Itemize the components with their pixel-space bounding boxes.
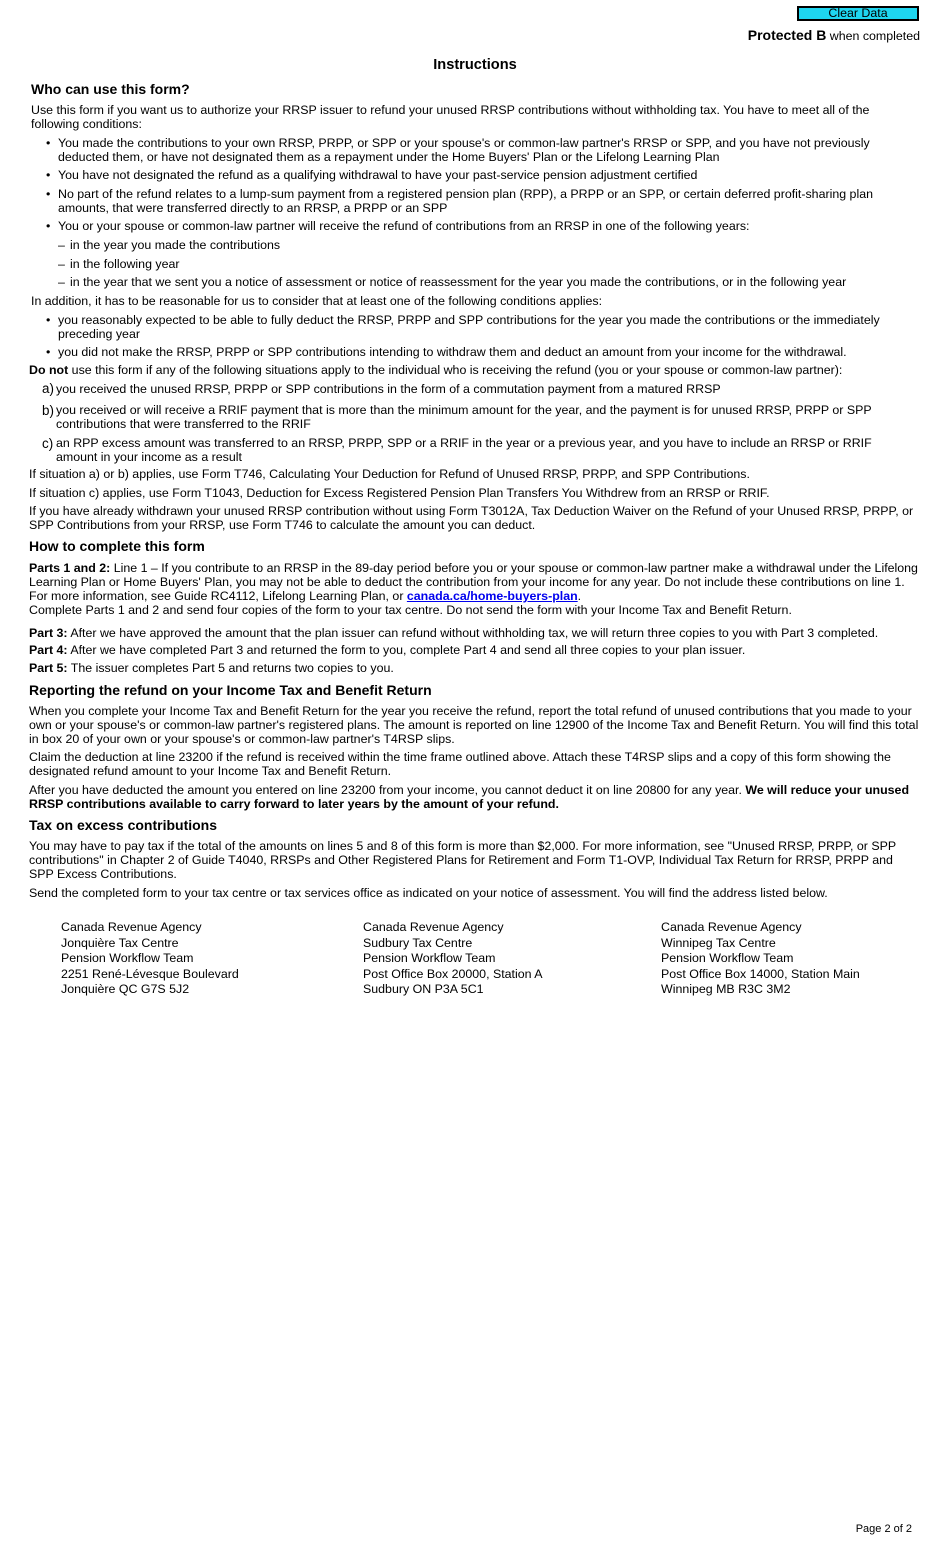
address-line: Sudbury Tax Centre: [363, 935, 473, 950]
address-line: 2251 René-Lévesque Boulevard: [61, 966, 239, 981]
part-3-label: Part 3:: [29, 626, 68, 640]
address-line: Sudbury ON P3A 5C1: [363, 982, 484, 996]
bullet-marker: •: [46, 313, 51, 327]
situation-letter: a): [42, 381, 54, 396]
address-sudbury: [363, 920, 543, 998]
situation-b: you received or will receive a RRIF payment that is more than the minimum amount for the year, and the payment is for unused RRSP, PRPP or SPP contributions that were transferred to the RRIF: [56, 403, 872, 431]
do-not-rest: use this form if any of the following situations apply to the individual who is receiving the refund (you or your spouse or common-law partner):: [68, 363, 843, 377]
part-4-text: [29, 643, 929, 657]
complete-parts-text: Complete Parts 1 and 2 and send four copies of the form to your tax centre. Do not send the form with your Income Tax and Benefit Return.: [29, 603, 792, 617]
address-line: Canada Revenue Agency: [661, 920, 802, 934]
if-ab-text: If situation a) or b) applies, use Form T746, Calculating Your Deduction for Refund of Unused RRSP, PRPP, and SPP Contributions.: [29, 467, 750, 481]
already-withdrawn-text: If you have already withdrawn your unused RRSP contribution without using Form T3012A, Tax Deduction Waiver on the Refund of your Unused RRSP, PRPP, or SPP Contributions from your RRSP, use Form T746 to calculate the amount you can deduct.: [29, 504, 914, 532]
excess-heading: Tax on excess contributions: [29, 817, 218, 833]
bullet-marker: •: [46, 219, 51, 233]
period: .: [577, 589, 582, 603]
page-title: Instructions: [433, 57, 517, 73]
who-heading: Who can use this form?: [31, 81, 190, 97]
year-option-2: in the following year: [70, 257, 180, 271]
dash-marker: –: [58, 257, 65, 271]
clear-data-button[interactable]: Clear Data: [797, 6, 919, 21]
condition-bullet-1: you reasonably expected to be able to fully deduct the RRSP, PRPP and SPP contributions for the year you made the contributions or the immediately preceding year: [58, 313, 880, 341]
situation-letter: c): [42, 436, 54, 451]
address-line: Post Office Box 20000, Station A: [363, 966, 543, 981]
address-line: Jonquière Tax Centre: [61, 935, 179, 950]
part-5-body: The issuer completes Part 5 and returns two copies to you.: [67, 661, 394, 675]
bullet-marker: •: [46, 136, 51, 150]
parts-1-2-text: [29, 561, 924, 603]
reporting-p3-bold: We will reduce your unused RRSP contributions available to carry forward to later years by the amount of your refund.: [29, 783, 910, 811]
parts-1-2-label: Parts 1 and 2:: [29, 561, 111, 575]
parts-1-2-body: Line 1 – If you contribute to an RRSP in the 89-day period before you or your spouse or common-law partner make a withdrawal under the Lifelong Learning Plan or Home Buyers' Plan, you may not be able to deduct the contribution from your income for any year. Do not include these contributions on line 1. For more information, see Guide RC4112, Lifelong Learning Plan, or: [29, 561, 918, 603]
reporting-heading: Reporting the refund on your Income Tax and Benefit Return: [29, 682, 432, 698]
if-c-text: If situation c) applies, use Form T1043, Deduction for Excess Registered Pension Plan Transfers You Withdrew from an RRSP or RRIF.: [29, 486, 770, 500]
who-bullet-1: You made the contributions to your own RRSP, PRPP, or SPP or your spouse's or common-law partner's RRSP or SPP, and you have not previously deducted them, or have not designated them as a repayment under the Home Buyers' Plan or the Lifelong Learning Plan: [58, 136, 870, 164]
year-option-1: in the year you made the contributions: [70, 238, 281, 252]
dash-marker: –: [58, 238, 65, 252]
part-4-body: After we have completed Part 3 and returned the form to you, complete Part 4 and send all three copies to your plan issuer.: [67, 643, 746, 657]
address-line: Pension Workflow Team: [363, 951, 496, 965]
address-jonquiere: [61, 920, 239, 998]
home-buyers-plan-link[interactable]: canada.ca/home-buyers-plan: [406, 589, 578, 603]
who-bullet-2: You have not designated the refund as a qualifying withdrawal to have your past-service pension adjustment certified: [58, 168, 698, 182]
reporting-p3-text: After you have deducted the amount you entered on line 23200 from your income, you cannot deduct it on line 20800 for any year.: [29, 783, 746, 797]
situation-letter: b): [42, 403, 54, 418]
situation-a: you received the unused RRSP, PRPP or SPP contributions in the form of a commutation payment from a matured RRSP: [56, 382, 721, 396]
who-bullet-4: You or your spouse or common-law partner will receive the refund of contributions from an RRSP in one of the following years:: [58, 219, 750, 233]
protected-b-label: Protected B: [747, 27, 827, 43]
reporting-p2: Claim the deduction at line 23200 if the refund is received within the time frame outlined above. Attach these T4RSP slips and a copy of this form showing the designated refund amount to your Income Tax and Benefit Return.: [29, 750, 891, 778]
bullet-marker: •: [46, 187, 51, 201]
part-5-text: [29, 661, 929, 675]
page-number: Page 2 of 2: [855, 1523, 912, 1535]
how-heading: How to complete this form: [29, 538, 205, 554]
reporting-p3: [29, 783, 924, 811]
do-not-bold: Do not: [29, 363, 69, 377]
bullet-marker: •: [46, 345, 51, 359]
part-5-label: Part 5:: [29, 661, 68, 675]
address-winnipeg: [661, 920, 860, 998]
condition-bullet-2: you did not make the RRSP, PRPP or SPP contributions intending to withdraw them and deduct an amount from your income for the withdrawal.: [58, 345, 847, 359]
protected-suffix: when completed: [826, 29, 920, 43]
address-line: Jonquière QC G7S 5J2: [61, 982, 190, 996]
year-option-3: in the year that we sent you a notice of assessment or notice of reassessment for the year you made the contributions, or in the following year: [70, 275, 847, 289]
address-line: Winnipeg Tax Centre: [661, 935, 776, 950]
address-line: Pension Workflow Team: [61, 951, 194, 965]
reporting-p1: When you complete your Income Tax and Benefit Return for the year you receive the refund, report the total refund of unused contributions that you made to your own or your spouse's or common-law partner's registered plans. The amount is reported on line 12900 of the Income Tax and Benefit Return. You will find this total in box 20 of your own or your spouse's or common-law partner's T4RSP slips.: [29, 704, 919, 746]
situation-c: an RPP excess amount was transferred to an RRSP, PRPP, SPP or a RRIF in the year or a previous year, and you have to include an RRSP or RRIF amount in your income as a result: [56, 436, 872, 464]
part-4-label: Part 4:: [29, 643, 68, 657]
dash-marker: –: [58, 275, 65, 289]
bullet-marker: •: [46, 168, 51, 182]
who-bullet-3: No part of the refund relates to a lump-sum payment from a registered pension plan (RPP), a PRPP or an SPP, or certain deferred profit-sharing plan amounts, that were transferred directly to an RRSP, a PRPP or an SPP: [58, 187, 873, 215]
do-not-text: [29, 363, 919, 377]
address-line: Pension Workflow Team: [661, 951, 794, 965]
excess-p1: You may have to pay tax if the total of the amounts on lines 5 and 8 of this form is more than $2,000. For more information, see "Unused RRSP, PRPP, or SPP contributions" in Chapter 2 of Guide T4040, RRSPs and Other Registered Plans for Retirement and Form T1-OVP, Individual Tax Return for RRSP, PRPP and SPP Excess Contributions.: [29, 839, 896, 881]
addition-text: In addition, it has to be reasonable for us to consider that at least one of the following conditions applies:: [31, 294, 603, 308]
address-line: Canada Revenue Agency: [363, 920, 504, 934]
address-line: Post Office Box 14000, Station Main: [661, 966, 860, 981]
protected-notice: [748, 28, 920, 43]
address-line: Canada Revenue Agency: [61, 920, 202, 934]
who-intro: Use this form if you want us to authorize your RRSP issuer to refund your unused RRSP contributions without withholding tax. You have to meet all of the following conditions:: [31, 103, 870, 131]
address-line: Winnipeg MB R3C 3M2: [661, 982, 791, 996]
excess-p2: Send the completed form to your tax centre or tax services office as indicated on your notice of assessment. You will find the address listed below.: [29, 886, 828, 900]
part-3-body: After we have approved the amount that the plan issuer can refund without withholding tax, we will return three copies to you with Part 3 completed.: [67, 626, 879, 640]
part-3-text: [29, 626, 929, 640]
